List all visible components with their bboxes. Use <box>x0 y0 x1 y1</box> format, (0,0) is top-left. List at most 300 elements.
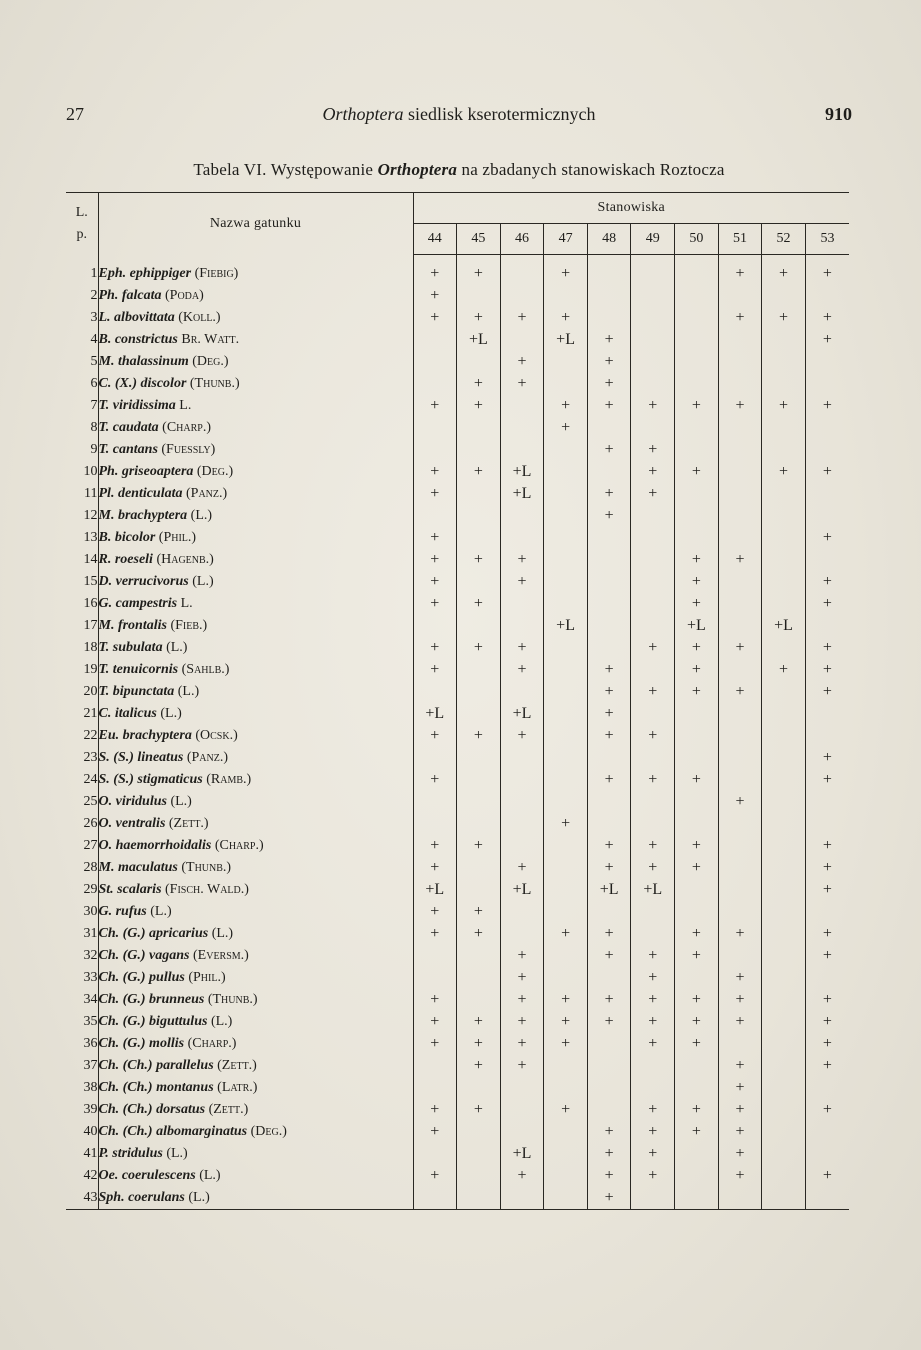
occurrence-cell-51: + <box>718 1143 762 1165</box>
occurrence-cell-44: + <box>413 1033 457 1055</box>
occurrence-cell-51: + <box>718 255 762 286</box>
species-author: (L.) <box>166 1146 188 1161</box>
table-row <box>66 901 849 923</box>
occurrence-cell-45: + <box>457 395 501 417</box>
occurrence-cell-51 <box>718 1033 762 1055</box>
species-epithet: Ch. (G.) vagans <box>98 948 190 963</box>
species-epithet: Pl. denticulata <box>98 486 183 501</box>
row-number: 3 <box>66 307 98 329</box>
occurrence-cell-49 <box>631 747 675 769</box>
species-epithet: Ch. (G.) apricarius <box>98 926 209 941</box>
occurrence-cell-52 <box>762 901 806 923</box>
occurrence-cell-51 <box>718 813 762 835</box>
table-row <box>66 659 849 681</box>
occurrence-cell-47 <box>544 703 588 725</box>
occurrence-cell-49: + <box>631 857 675 879</box>
occurrence-cell-47 <box>544 857 588 879</box>
occurrence-cell-47: +L <box>544 329 588 351</box>
table-row <box>66 923 849 945</box>
species-epithet: R. roeseli <box>98 552 153 567</box>
species-author: (Thunb.) <box>207 992 258 1007</box>
occurrence-cell-47 <box>544 505 588 527</box>
table-row <box>66 593 849 615</box>
species-epithet: S. (S.) lineatus <box>98 750 184 765</box>
occurrence-cell-45 <box>457 505 501 527</box>
occurrence-cell-50 <box>675 901 719 923</box>
species-name <box>98 1143 413 1165</box>
occurrence-cell-48: + <box>587 923 631 945</box>
occurrence-cell-46: + <box>500 1165 544 1187</box>
occurrence-cell-53: + <box>822 1013 832 1030</box>
table-row <box>66 769 849 791</box>
occurrence-cell-49 <box>631 791 675 813</box>
row-number: 34 <box>66 989 98 1011</box>
occurrence-cell-46: + <box>500 945 544 967</box>
occurrence-cell-52 <box>762 329 806 351</box>
occurrence-cell-47 <box>544 769 588 791</box>
row-number: 43 <box>66 1187 98 1210</box>
occurrence-cell-52 <box>762 1033 806 1055</box>
occurrence-cell-53 <box>805 791 849 813</box>
occurrence-cell-47: + <box>544 1099 588 1121</box>
species-epithet: Sph. coerulans <box>98 1190 185 1205</box>
occurrence-cell-52 <box>762 769 806 791</box>
occurrence-cell-50 <box>675 329 719 351</box>
occurrence-cell-51: + <box>718 1099 762 1121</box>
occurrence-cell-53: + <box>822 1167 832 1184</box>
species-epithet: O. viridulus <box>98 794 167 809</box>
occurrence-cell-48: + <box>587 373 631 395</box>
occurrence-cell-51 <box>718 593 762 615</box>
occurrence-cell-44 <box>413 747 457 769</box>
occurrence-cell-51 <box>718 285 762 307</box>
species-epithet: Ph. griseoaptera <box>98 464 194 479</box>
occurrence-cell-44: + <box>413 571 457 593</box>
occurrence-cell-46: + <box>500 549 544 571</box>
occurrence-cell-50 <box>675 1165 719 1187</box>
station-header-50: 50 <box>675 224 719 255</box>
occurrence-cell-53: + <box>822 661 832 678</box>
occurrence-cell-49 <box>631 571 675 593</box>
page-number-left: 27 <box>66 104 84 124</box>
occurrence-cell-48 <box>587 1099 631 1121</box>
occurrence-cell-51: + <box>718 1121 762 1143</box>
table-row <box>66 373 849 395</box>
species-author: (Deg.) <box>192 354 229 369</box>
occurrence-cell-53 <box>805 725 849 747</box>
species-epithet: Ch. (Ch.) dorsatus <box>98 1102 206 1117</box>
occurrence-cell-47 <box>544 747 588 769</box>
column-group-header: Stanowiska <box>413 193 849 224</box>
occurrence-cell-51: + <box>718 307 762 329</box>
occurrence-cell-44: + <box>413 1121 457 1143</box>
species-author: (L.) <box>199 1168 221 1183</box>
occurrence-cell-48: + <box>587 439 631 461</box>
species-name <box>98 747 413 769</box>
occurrence-cell-50 <box>675 255 719 286</box>
occurrence-cell-50 <box>675 747 719 769</box>
occurrence-cell-50: + <box>675 989 719 1011</box>
occurrence-cell-47: + <box>544 417 588 439</box>
row-number: 9 <box>66 439 98 461</box>
occurrence-cell-48: + <box>587 1121 631 1143</box>
occurrence-cell-48: + <box>587 835 631 857</box>
occurrence-cell-49 <box>631 417 675 439</box>
occurrence-cell-51: + <box>718 1077 762 1099</box>
species-epithet: O. ventralis <box>98 816 166 831</box>
occurrence-cell-50 <box>675 373 719 395</box>
occurrence-cell-50: + <box>675 1011 719 1033</box>
table-row <box>66 703 849 725</box>
occurrence-cell-44: + <box>413 835 457 857</box>
occurrence-cell-46: + <box>500 857 544 879</box>
occurrence-cell-47 <box>544 901 588 923</box>
occurrence-cell-52 <box>762 923 806 945</box>
occurrence-cell-44 <box>413 1055 457 1077</box>
occurrence-cell-47: + <box>544 989 588 1011</box>
occurrence-cell-53 <box>805 813 849 835</box>
species-name <box>98 351 413 373</box>
occurrence-cell-53 <box>805 483 849 505</box>
occurrence-cell-53 <box>805 615 849 637</box>
table-row <box>66 417 849 439</box>
occurrence-cell-49 <box>631 351 675 373</box>
caption-prefix: Tabela VI. Występowanie <box>193 160 378 179</box>
row-number: 35 <box>66 1011 98 1033</box>
species-author: (Zett.) <box>168 816 209 831</box>
occurrence-cell-53: + <box>822 925 832 942</box>
occurrence-cell-53: + <box>822 331 832 348</box>
occurrence-cell-47 <box>544 1055 588 1077</box>
occurrence-cell-46 <box>500 923 544 945</box>
occurrence-cell-47 <box>544 659 588 681</box>
species-name <box>98 725 413 747</box>
occurrence-cell-47 <box>544 483 588 505</box>
species-name <box>98 417 413 439</box>
occurrence-cell-47 <box>544 791 588 813</box>
species-epithet: B. bicolor <box>98 530 156 545</box>
row-number: 42 <box>66 1165 98 1187</box>
occurrence-cell-52 <box>762 725 806 747</box>
occurrence-cell-53: + <box>822 837 832 854</box>
table-row <box>66 1033 849 1055</box>
table-row <box>66 329 849 351</box>
row-number: 16 <box>66 593 98 615</box>
table-row <box>66 967 849 989</box>
occurrence-cell-50: + <box>675 923 719 945</box>
occurrence-cell-45 <box>457 659 501 681</box>
occurrence-cell-53: + <box>822 529 832 546</box>
species-epithet: Ph. falcata <box>98 288 162 303</box>
occurrence-cell-45 <box>457 989 501 1011</box>
row-number: 39 <box>66 1099 98 1121</box>
species-author: (Hagenb.) <box>156 552 214 567</box>
occurrence-cell-49 <box>631 549 675 571</box>
occurrence-cell-48 <box>587 461 631 483</box>
occurrence-cell-49: + <box>631 725 675 747</box>
occurrence-cell-51 <box>718 659 762 681</box>
occurrence-cell-53: + <box>822 749 832 766</box>
occurrence-cell-49: + <box>631 483 675 505</box>
occurrence-cell-52 <box>762 571 806 593</box>
species-author: (Zett.) <box>208 1102 249 1117</box>
occurrence-cell-53 <box>805 439 849 461</box>
occurrence-cell-48: + <box>587 769 631 791</box>
row-number: 40 <box>66 1121 98 1143</box>
species-epithet: T. cantans <box>98 442 158 457</box>
species-name <box>98 1033 413 1055</box>
row-number: 22 <box>66 725 98 747</box>
occurrence-cell-52 <box>762 637 806 659</box>
occurrence-cell-45: + <box>457 923 501 945</box>
species-author: (Koll.) <box>178 310 221 325</box>
occurrence-cell-53 <box>805 703 849 725</box>
occurrence-cell-44: + <box>413 989 457 1011</box>
occurrence-cell-45 <box>457 945 501 967</box>
table-row <box>66 791 849 813</box>
occurrence-cell-46 <box>500 593 544 615</box>
row-number: 13 <box>66 527 98 549</box>
occurrence-cell-52 <box>762 1055 806 1077</box>
occurrence-cell-45 <box>457 417 501 439</box>
species-name <box>98 681 413 703</box>
occurrence-cell-50 <box>675 791 719 813</box>
occurrence-cell-49 <box>631 1055 675 1077</box>
occurrence-cell-44: + <box>413 769 457 791</box>
table-row <box>66 1011 849 1033</box>
occurrence-cell-49: + <box>631 637 675 659</box>
occurrence-cell-48 <box>587 307 631 329</box>
occurrence-cell-50 <box>675 1077 719 1099</box>
occurrence-cell-50: + <box>675 1033 719 1055</box>
table-row <box>66 857 849 879</box>
occurrence-cell-51 <box>718 417 762 439</box>
occurrence-cell-48 <box>587 967 631 989</box>
occurrence-cell-46 <box>500 1099 544 1121</box>
species-author: L. <box>179 398 192 413</box>
occurrence-cell-51 <box>718 901 762 923</box>
occurrence-cell-46 <box>500 901 544 923</box>
occurrence-cell-47 <box>544 549 588 571</box>
occurrence-cell-53: + <box>822 859 832 876</box>
column-header-name: Nazwa gatunku <box>98 193 413 255</box>
occurrence-cell-46 <box>500 417 544 439</box>
row-number: 10 <box>66 461 98 483</box>
occurrence-cell-47 <box>544 439 588 461</box>
table-row <box>66 571 849 593</box>
species-name <box>98 461 413 483</box>
occurrence-cell-48: + <box>587 351 631 373</box>
species-name <box>98 571 413 593</box>
species-epithet: P. stridulus <box>98 1146 163 1161</box>
occurrence-cell-49 <box>631 505 675 527</box>
species-epithet: D. verrucivorus <box>98 574 189 589</box>
caption-italic: Orthoptera <box>377 160 458 179</box>
occurrence-cell-45 <box>457 439 501 461</box>
species-author: (Fieb.) <box>170 618 208 633</box>
table-row <box>66 549 849 571</box>
occurrence-cell-51 <box>718 747 762 769</box>
occurrence-cell-51: + <box>718 395 762 417</box>
occurrence-cell-46: + <box>500 373 544 395</box>
species-name <box>98 593 413 615</box>
occurrence-cell-52: + <box>762 659 806 681</box>
table-row <box>66 1055 849 1077</box>
occurrence-cell-46: + <box>500 725 544 747</box>
species-name <box>98 879 413 901</box>
row-number: 33 <box>66 967 98 989</box>
occurrence-cell-50 <box>675 285 719 307</box>
station-header-53: 53 <box>805 224 849 255</box>
occurrence-cell-49: + <box>631 835 675 857</box>
species-epithet: M. thalassinum <box>98 354 189 369</box>
occurrence-cell-52 <box>762 835 806 857</box>
occurrence-cell-46: + <box>500 967 544 989</box>
occurrence-cell-44: + <box>413 857 457 879</box>
species-author: (Phil.) <box>158 530 197 545</box>
occurrence-cell-48 <box>587 1077 631 1099</box>
occurrence-cell-45: + <box>457 901 501 923</box>
occurrence-cell-44 <box>413 505 457 527</box>
species-author: (L.) <box>211 926 234 941</box>
occurrence-cell-48 <box>587 527 631 549</box>
occurrence-cell-49: + <box>631 461 675 483</box>
occurrence-cell-44: + <box>413 1165 457 1187</box>
occurrence-cell-47 <box>544 593 588 615</box>
table-row <box>66 835 849 857</box>
row-number: 29 <box>66 879 98 901</box>
occurrence-cell-53 <box>805 1077 849 1099</box>
occurrence-cell-46 <box>500 255 544 286</box>
occurrence-cell-45: + <box>457 1011 501 1033</box>
occurrence-cell-44: + <box>413 461 457 483</box>
occurrence-cell-44: + <box>413 1011 457 1033</box>
table-row <box>66 285 849 307</box>
occurrence-cell-45 <box>457 747 501 769</box>
occurrence-cell-47 <box>544 637 588 659</box>
occurrence-cell-45: + <box>457 1033 501 1055</box>
occurrence-cell-44 <box>413 615 457 637</box>
occurrence-cell-50 <box>675 351 719 373</box>
occurrence-cell-52 <box>762 1187 806 1210</box>
occurrence-cell-46: + <box>500 1033 544 1055</box>
occurrence-cell-44 <box>413 1187 457 1210</box>
table-row <box>66 989 849 1011</box>
row-number: 5 <box>66 351 98 373</box>
occurrence-cell-49 <box>631 1077 675 1099</box>
species-author: (Phil.) <box>188 970 226 985</box>
occurrence-cell-45 <box>457 681 501 703</box>
occurrence-cell-44 <box>413 373 457 395</box>
occurrence-cell-48 <box>587 1033 631 1055</box>
occurrence-cell-53 <box>805 1121 849 1143</box>
occurrence-cell-52 <box>762 879 806 901</box>
occurrence-cell-50 <box>675 703 719 725</box>
occurrence-cell-44: + <box>413 285 457 307</box>
occurrence-cell-47: + <box>544 1011 588 1033</box>
occurrence-cell-47 <box>544 351 588 373</box>
species-name <box>98 901 413 923</box>
caption-suffix: na zbadanych stanowiskach Roztocza <box>457 160 725 179</box>
occurrence-cell-45 <box>457 813 501 835</box>
occurrence-cell-48 <box>587 637 631 659</box>
occurrence-cell-49 <box>631 923 675 945</box>
occurrence-cell-44: + <box>413 923 457 945</box>
occurrence-cell-46: + <box>500 637 544 659</box>
page-number-right: 910 <box>825 104 852 124</box>
species-name <box>98 659 413 681</box>
occurrence-cell-53: + <box>822 463 832 480</box>
species-epithet: T. tenuicornis <box>98 662 179 677</box>
species-author: (L.) <box>166 640 188 655</box>
occurrence-cell-45 <box>457 857 501 879</box>
occurrence-cell-45: + <box>457 637 501 659</box>
occurrence-cell-44 <box>413 967 457 989</box>
table-row <box>66 681 849 703</box>
species-epithet: M. brachyptera <box>98 508 188 523</box>
occurrence-cell-51 <box>718 1187 762 1210</box>
table-caption <box>66 160 852 180</box>
occurrence-cell-49 <box>631 593 675 615</box>
species-epithet: Ch. (G.) brunneus <box>98 992 205 1007</box>
occurrence-cell-51: + <box>718 637 762 659</box>
row-number: 8 <box>66 417 98 439</box>
occurrence-cell-53: + <box>822 397 832 414</box>
row-number: 25 <box>66 791 98 813</box>
occurrence-cell-45 <box>457 285 501 307</box>
occurrence-cell-48: + <box>587 395 631 417</box>
species-name <box>98 285 413 307</box>
row-number: 37 <box>66 1055 98 1077</box>
occurrence-cell-50 <box>675 527 719 549</box>
occurrence-cell-53: + <box>822 771 832 788</box>
occurrence-cell-53 <box>805 1143 849 1165</box>
occurrence-cell-48: + <box>587 1143 631 1165</box>
occurrence-cell-49: +L <box>631 879 675 901</box>
species-name <box>98 769 413 791</box>
occurrence-cell-50 <box>675 439 719 461</box>
running-title-italic: Orthoptera <box>322 104 404 124</box>
occurrence-cell-53 <box>805 373 849 395</box>
species-author: (Eversm.) <box>193 948 249 963</box>
species-epithet: Ch. (Ch.) albomarginatus <box>98 1124 248 1139</box>
species-epithet: T. viridissima <box>98 398 176 413</box>
species-name <box>98 395 413 417</box>
occurrence-cell-48: + <box>587 505 631 527</box>
occurrence-cell-52 <box>762 681 806 703</box>
table-row <box>66 255 849 286</box>
occurrence-cell-46 <box>500 615 544 637</box>
species-author: (Zett.) <box>217 1058 257 1073</box>
occurrence-cell-48: + <box>587 725 631 747</box>
occurrence-cell-49 <box>631 307 675 329</box>
occurrence-cell-48: + <box>587 1011 631 1033</box>
occurrence-cell-53 <box>805 1187 849 1210</box>
occurrence-cell-46 <box>500 527 544 549</box>
occurrence-cell-52 <box>762 747 806 769</box>
occurrence-cell-53: + <box>822 639 832 656</box>
table-row <box>66 725 849 747</box>
running-title-rest: siedlisk kserotermicznych <box>403 104 596 124</box>
species-name <box>98 329 413 351</box>
occurrence-cell-48 <box>587 549 631 571</box>
occurrence-cell-53 <box>805 351 849 373</box>
occurrence-cell-47 <box>544 945 588 967</box>
occurrence-cell-45 <box>457 483 501 505</box>
occurrence-cell-47: + <box>544 307 588 329</box>
occurrence-cell-48: + <box>587 1187 631 1210</box>
station-header-44: 44 <box>413 224 457 255</box>
